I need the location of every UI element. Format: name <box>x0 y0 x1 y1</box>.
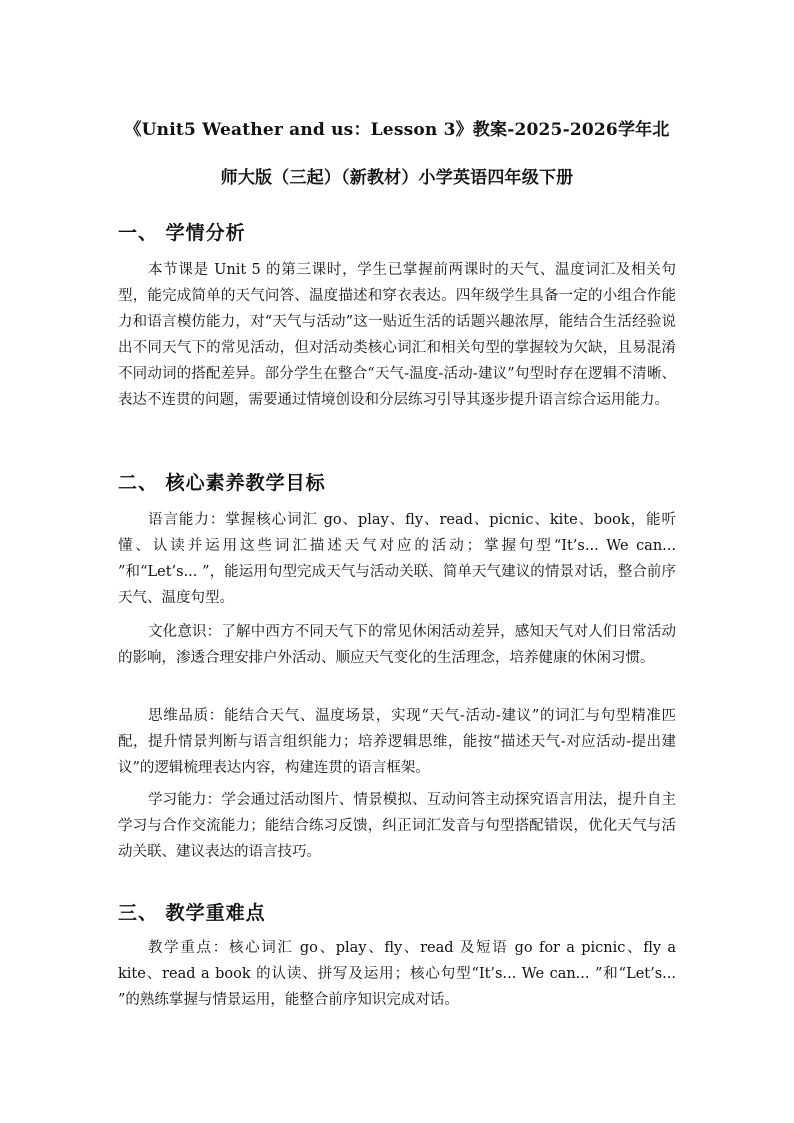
document-title: 《Unit5 Weather and us：Lesson 3》教案-2025-2026学年北师大版（三起）（新教材）小学英语四年级下册 <box>124 120 670 188</box>
paragraph-thinking-quality: 思维品质：能结合天气、温度场景，实现“天气-活动-建议”的词汇与句型精准匹配，提升情景判断与语言组织能力；培养逻辑思维，能按“描述天气-对应活动-提出建议”的逻辑梳理表达内容，构建连贯的语言框架。 <box>118 708 676 776</box>
paragraph-learning-ability: 学习能力：学会通过活动图片、情景模拟、互动问答主动探究语言用法，提升自主学习与合作交流能力；能结合练习反馈，纠正词汇发音与句型搭配错误，优化天气与活动关联、建议表达的语言技巧。 <box>118 792 676 860</box>
paragraph-teaching-focus: 教学重点：核心词汇 go、play、fly、read 及短语 go for a picnic、fly a kite、read a book 的认读、拼写及运用；核心句型“It’s... We can... ”和“Let’s... ”的熟练掌握与情景运用，能整合前序知识完成对话。 <box>118 940 676 1008</box>
paragraph-language-ability: 语言能力：掌握核心词汇 go、play、fly、read、picnic、kite、book，能听懂、认读并运用这些词汇描述天气对应的活动；掌握句型“It’s... We can... ”和“Let’s... ”，能运用句型完成天气与活动关联、简单天气建议的情景对话，整合前序天气、温度句型。 <box>118 512 676 606</box>
paragraph-cultural-awareness: 文化意识：了解中西方不同天气下的常见休闲活动差异，感知天气对人们日常活动的影响，渗透合理安排户外活动、顺应天气变化的生活理念，培养健康的休闲习惯。 <box>118 624 676 666</box>
section-heading-learner-analysis: 一、 学情分析 <box>118 222 246 244</box>
section-heading-key-difficulties: 三、 教学重难点 <box>118 902 266 924</box>
section-heading-teaching-objectives: 二、 核心素养教学目标 <box>118 472 326 494</box>
paragraph-learner-analysis: 本节课是 Unit 5 的第三课时，学生已掌握前两课时的天气、温度词汇及相关句型，能完成简单的天气问答、温度描述和穿衣表达。四年级学生具备一定的小组合作能力和语言模仿能力，对“天气与活动”这一贴近生活的话题兴趣浓厚，能结合生活经验说出不同天气下的常见活动，但对活动类核心词汇和相关句型的掌握较为欠缺，且易混淆不同动词的搭配差异。部分学生在整合“天气-温度-活动-建议”句型时存在逻辑不清晰、表达不连贯的问题，需要通过情境创设和分层练习引导其逐步提升语言综合运用能力。 <box>118 262 676 408</box>
